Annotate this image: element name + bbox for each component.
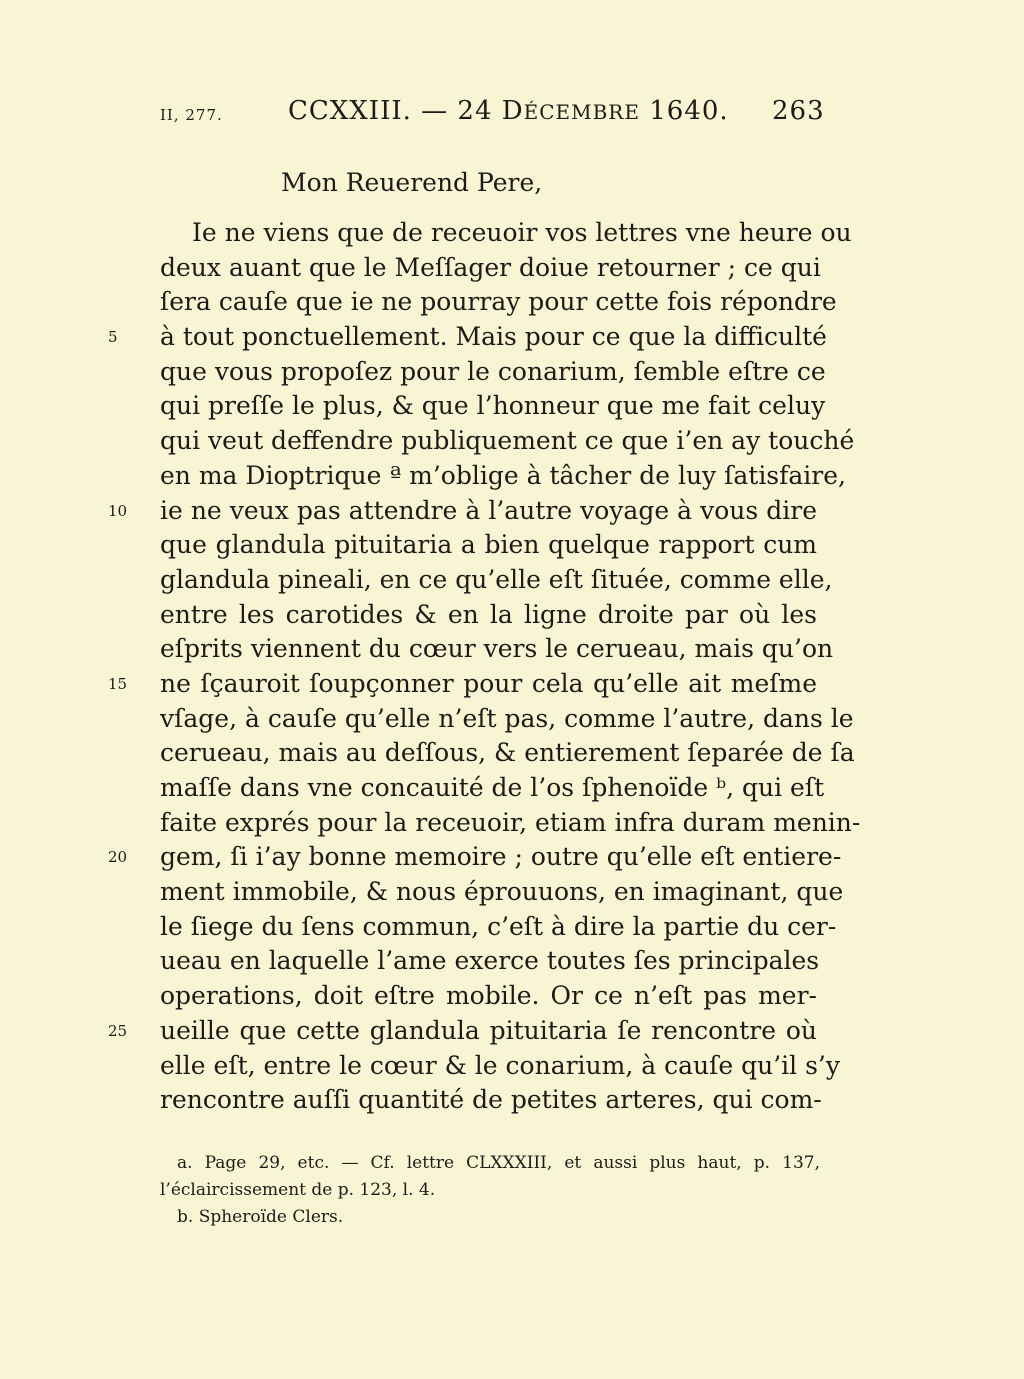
line-number: 20 [108, 848, 128, 867]
text-line: rencontre auſſi quantité de petites arteres, qui com- [160, 1085, 822, 1115]
text-line: 15 ne ſçauroit ſoupçonner pour cela qu’elle ait meſme [160, 667, 817, 702]
page-number: 263 [772, 96, 825, 126]
text-line: qui veut deffendre publiquement ce que i’en ay touché [160, 426, 855, 456]
volume-reference: II, 277. [160, 106, 223, 124]
text-line: entre les carotides & en la ligne droite par où les [160, 599, 817, 629]
text-line: elle eſt, entre le cœur & le conarium, à cauſe qu’il s’y [160, 1050, 840, 1080]
line-number: 10 [108, 501, 128, 520]
text-line: glandula pineali, en ce qu’elle eſt ſituée, comme elle, [160, 564, 833, 594]
footnote-a: a. Page 29, etc. — Cf. lettre CLXXXIII, et aussi plus haut, p. 137, [177, 1153, 820, 1173]
text-line: ment immobile, & nous éprouuons, en imaginant, que [160, 877, 844, 907]
text-line: qui preſſe le plus, & que l’honneur que me fait celuy [160, 391, 826, 421]
text-line: 20 gem, ſi i’ay bonne memoire ; outre qu’elle eſt entiere- [160, 840, 817, 875]
footnote-a-continued: l’éclaircissement de p. 123, l. 4. [160, 1180, 436, 1200]
line-number: 5 [108, 328, 118, 347]
footnotes [160, 1150, 820, 1231]
text-line: ſera cauſe que ie ne pourray pour cette fois répondre [160, 287, 837, 317]
text-line: 10 ie ne veux pas attendre à l’autre voyage à vous dire [160, 494, 817, 529]
text-line: en ma Dioptrique ª m’oblige à tâcher de luy ſatisfaire, [160, 460, 846, 490]
text-line: ueau en laquelle l’ame exerce toutes ſes principales [160, 946, 820, 976]
text-line: que vous propoſez pour le conarium, ſemble eſtre ce [160, 356, 826, 386]
line-number: 25 [108, 1021, 128, 1040]
text-line: le ſiege du ſens commun, c’eſt à dire la partie du cer- [160, 911, 837, 941]
running-head [0, 96, 1024, 136]
line-number: 15 [108, 674, 128, 693]
text-line: deux auant que le Meſſager doiue retourner ; ce qui [160, 252, 821, 282]
text-line: 25 ueille que cette glandula pituitaria ſe rencontre où [160, 1014, 817, 1049]
salutation: Mon Reuerend Pere, [281, 168, 543, 197]
text-line: que glandula pituitaria a bien quelque rapport cum [160, 530, 817, 560]
text-line: faite exprés pour la receuoir, etiam infra duram menin- [160, 807, 861, 837]
text-line: eſprits viennent du cœur vers le cerueau, mais qu’on [160, 634, 834, 664]
letter-title: CCXXIII. — 24 DÉCEMBRE 1640. [288, 96, 729, 126]
text-line: operations, doit eſtre mobile. Or ce n’eſt pas mer- [160, 981, 817, 1011]
letter-body [108, 216, 861, 1118]
text-line: maſſe dans vne concauité de l’os ſphenoïde ᵇ, qui eſt [160, 773, 825, 802]
text-line: vſage, à cauſe qu’elle n’eſt pas, comme l’autre, dans le [160, 703, 854, 733]
text-line: cerueau, mais au deſſous, & entierement ſeparée de ſa [160, 738, 855, 768]
text-line: Ie ne viens que de receuoir vos lettres vne heure ou [192, 218, 852, 247]
text-line: 5 à tout ponctuellement. Mais pour ce que la difficulté [160, 320, 817, 355]
footnote-b: b. Spheroïde Clers. [177, 1207, 344, 1227]
